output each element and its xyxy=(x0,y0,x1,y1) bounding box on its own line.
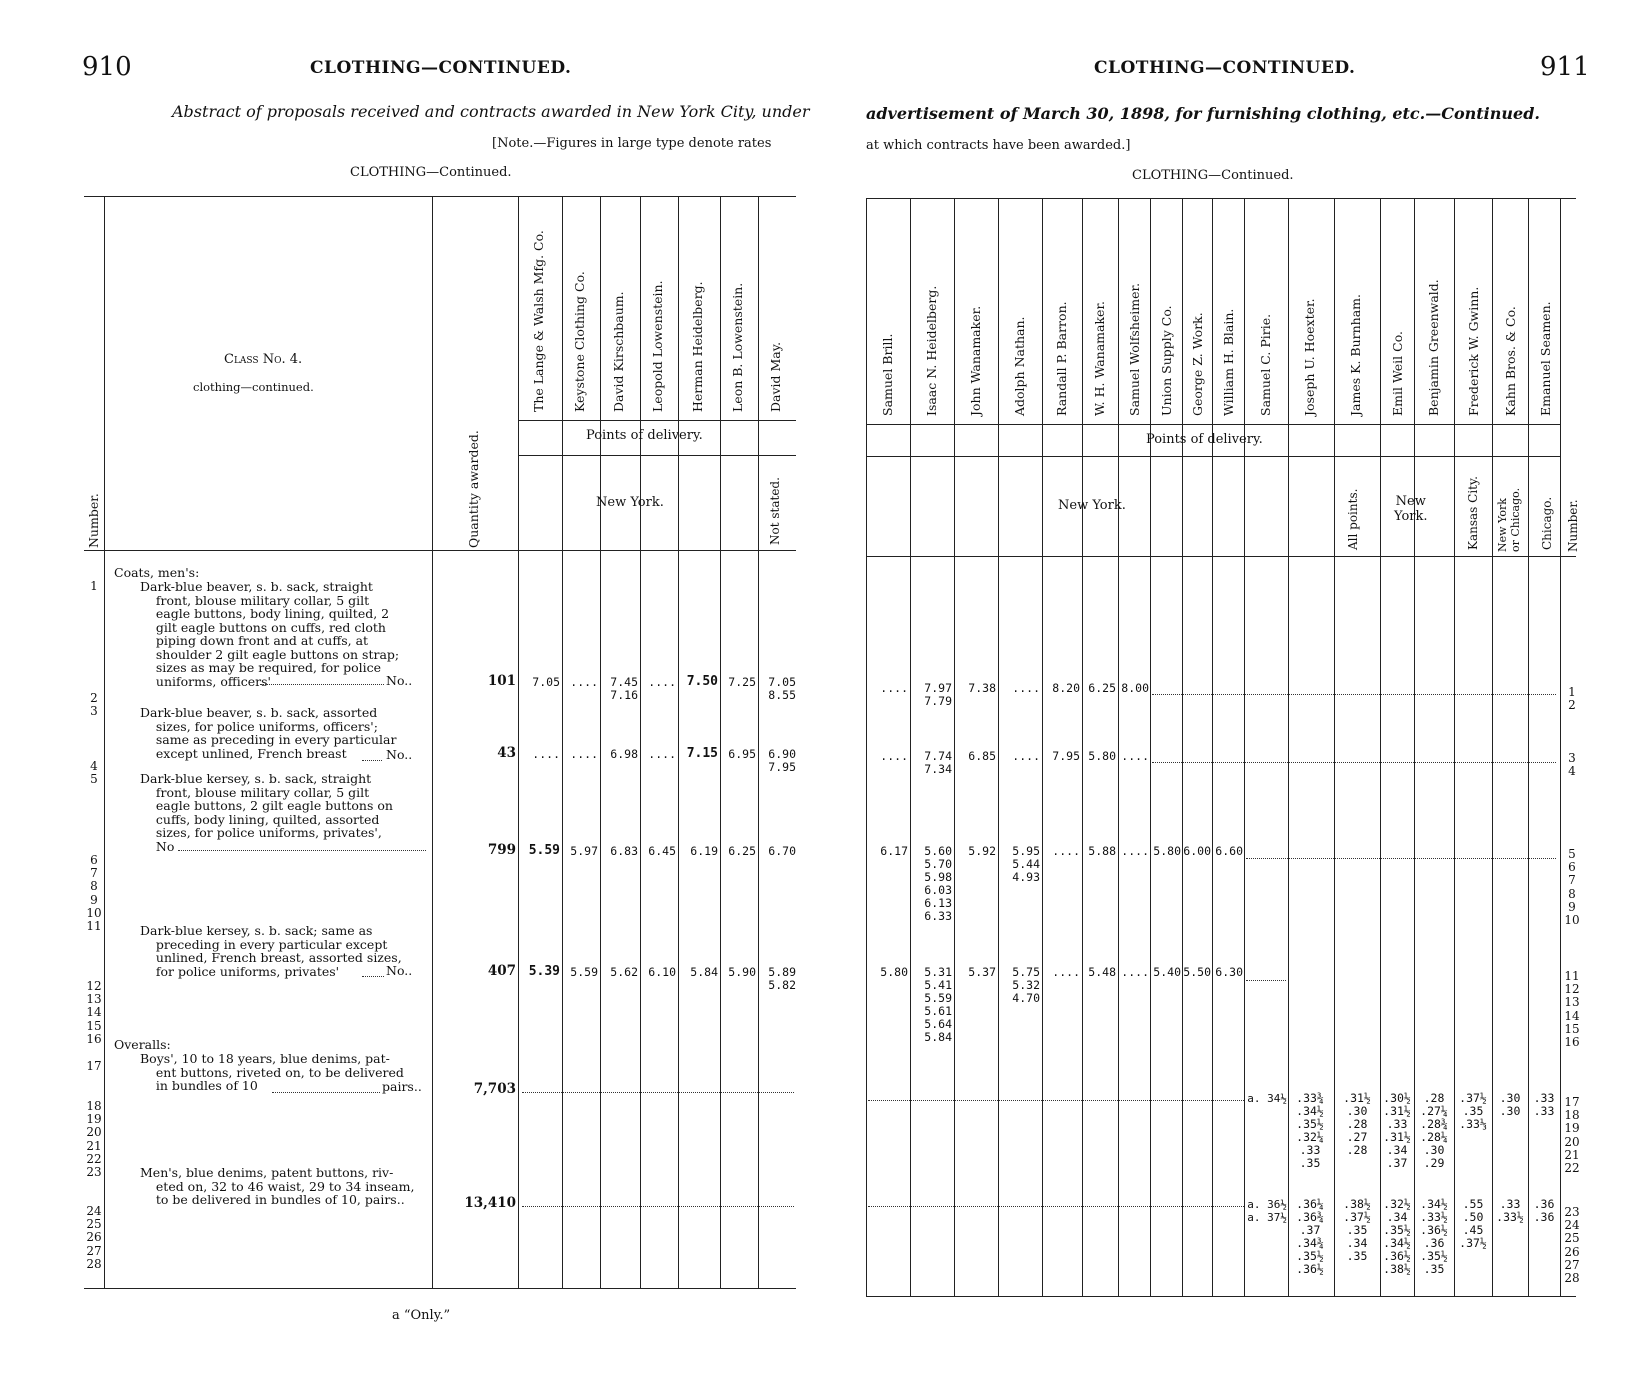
bidder-rule xyxy=(518,420,796,421)
unit: No.. xyxy=(386,747,413,762)
table-bottom-rule xyxy=(866,1296,1576,1297)
row-numbers: 3 4 xyxy=(1568,751,1576,779)
price-cell: .33 .33½ xyxy=(1496,1197,1524,1224)
bidder-header: Joseph U. Hoexter. xyxy=(1302,298,1317,416)
col-number-header: Number. xyxy=(1566,499,1580,552)
price-cell: .36 .36 xyxy=(1533,1197,1555,1224)
price-cell: .... xyxy=(1052,844,1080,858)
col-divider xyxy=(678,196,679,1288)
price-cell: 6.17 xyxy=(880,844,908,858)
price-cell: .... xyxy=(1121,749,1149,763)
price-cell: .30 .30 xyxy=(1499,1091,1521,1118)
table-bottom-rule xyxy=(84,1288,796,1289)
col-divider xyxy=(1212,198,1213,1296)
price-cell: 7.05 xyxy=(532,675,560,689)
new-york-label: New York. xyxy=(596,495,664,510)
price-cell: 5.92 xyxy=(968,844,996,858)
price-cell: 6.00 xyxy=(1183,844,1211,858)
price-cell: 6.83 xyxy=(610,844,638,858)
row-numbers: 1 2 xyxy=(1568,685,1576,713)
row-numbers: 2 3 xyxy=(90,691,98,719)
section-heading: CLOTHING—Continued. xyxy=(350,165,512,180)
col-number-header: Number. xyxy=(86,493,101,548)
row-numbers: 4 5 xyxy=(90,759,98,787)
col-divider xyxy=(1528,198,1529,1296)
col-divider xyxy=(1334,198,1335,1296)
price-cell: 5.89 5.82 xyxy=(768,965,796,992)
price-cell: 6.10 xyxy=(648,965,676,979)
leader-dots xyxy=(178,850,426,851)
price-cell: .... xyxy=(648,747,676,761)
price-cell: 5.84 xyxy=(690,965,718,979)
bidder-header: Keystone Clothing Co. xyxy=(572,271,587,412)
unit: No.. xyxy=(386,963,413,978)
unit: pairs.. xyxy=(382,1079,422,1094)
price-cell: .... xyxy=(880,681,908,695)
bidder-header: Leon B. Lowenstein. xyxy=(730,282,745,412)
section-heading: CLOTHING—Continued. xyxy=(1132,168,1294,183)
col-divider xyxy=(866,198,867,1296)
col-divider xyxy=(1042,198,1043,1296)
leader-dots xyxy=(522,1092,794,1093)
table-top-rule xyxy=(866,198,1576,199)
bidder-header: David Kirschbaum. xyxy=(611,291,626,412)
price-cell: 6.25 xyxy=(1088,681,1116,695)
price-cell: 7.05 8.55 xyxy=(768,675,796,702)
bidder-header: James K. Burnham. xyxy=(1348,294,1363,416)
price-cell: 5.90 xyxy=(728,965,756,979)
quantity: 7,703 xyxy=(473,1081,516,1097)
bidder-header: Samuel Brill. xyxy=(880,333,895,416)
bidder-header: Kahn Bros. & Co. xyxy=(1503,306,1518,416)
bidder-header: Frederick W. Gwinn. xyxy=(1466,286,1481,416)
bidder-header: Benjamin Greenwald. xyxy=(1426,279,1441,416)
price-cell: 6.85 xyxy=(968,749,996,763)
price-cell: 8.00 xyxy=(1121,681,1149,695)
price-cell: 7.38 xyxy=(968,681,996,695)
col-divider xyxy=(1150,198,1151,1296)
row-numbers: 12 13 14 15 16 xyxy=(86,979,102,1046)
col-divider xyxy=(720,196,721,1288)
price-cell: .55 .50 .45 .37½ xyxy=(1459,1197,1487,1250)
bidder-header: Isaac N. Heidelberg. xyxy=(924,285,939,416)
price-cell: 5.95 5.44 4.93 xyxy=(1012,844,1040,884)
price-cell: 6.70 xyxy=(768,844,796,858)
item-description: Dark-blue beaver, s. b. sack, straight front, blouse military collar, 5 gilt eagle buttons, body lining, quilted, 2 gilt eagle buttons on cuffs, red cloth piping down front and at cuffs, at shoulder 2 gilt eagle buttons on strap; sizes as may be required, for police uniforms, officers' xyxy=(140,579,400,689)
new-york-label: New York. xyxy=(1058,498,1126,513)
quantity: 101 xyxy=(487,673,516,689)
not-stated-label: Not stated. xyxy=(768,477,782,545)
all-points-label: All points. xyxy=(1346,488,1360,550)
bidder-header: Union Supply Co. xyxy=(1159,305,1174,416)
price-cell: 6.30 xyxy=(1215,965,1243,979)
abstract-title: Abstract of proposals received and contracts awarded in New York City, under xyxy=(172,102,810,121)
price-cell: 6.95 xyxy=(728,747,756,761)
price-cell: .38½ .37½ .35 .34 .35 xyxy=(1343,1197,1371,1263)
bidder-header: Samuel C. Pirie. xyxy=(1258,313,1273,416)
leader-dots xyxy=(868,1100,1244,1101)
price-cell-awarded: 5.59 xyxy=(528,843,560,858)
leader-dots xyxy=(868,1206,1244,1207)
price-cell: 5.60 5.70 5.98 6.03 6.13 6.33 xyxy=(924,844,952,923)
row-numbers: 24 25 26 27 28 xyxy=(86,1204,102,1271)
price-cell: 5.80 xyxy=(880,965,908,979)
price-cell: .28 .27¼ .28¾ .28¼ .30 .29 xyxy=(1420,1091,1448,1170)
price-cell: .... xyxy=(648,675,676,689)
price-cell: .36¼ .36¾ .37 .34¾ .35½ .36½ xyxy=(1296,1197,1324,1276)
bidder-header: Samuel Wolfsheimer. xyxy=(1127,282,1142,416)
row-numbers: 6 7 8 9 10 11 xyxy=(86,853,102,934)
bidder-header: William H. Blain. xyxy=(1221,308,1236,416)
header-rule xyxy=(84,550,796,551)
row-numbers: 17 18 19 20 21 22 xyxy=(1564,1095,1580,1176)
header-rule xyxy=(866,556,1576,557)
row-numbers: 1 xyxy=(90,579,98,593)
price-cell: .30½ .31½ .33 .31½ .34 .37 xyxy=(1383,1091,1411,1170)
points-rule xyxy=(866,456,1560,457)
bidder-header: Emil Weil Co. xyxy=(1390,331,1405,416)
price-cell: 5.31 5.41 5.59 5.61 5.64 5.84 xyxy=(924,965,952,1044)
leader-dots xyxy=(260,684,384,685)
points-rule xyxy=(518,455,796,456)
class-label: Class No. 4. xyxy=(224,352,303,367)
price-cell-awarded: 7.15 xyxy=(686,746,718,761)
price-cell-awarded: 5.39 xyxy=(528,964,560,979)
price-cell: 5.48 xyxy=(1088,965,1116,979)
price-cell: .... xyxy=(1121,844,1149,858)
leader-dots xyxy=(1246,858,1556,859)
leader-dots xyxy=(272,1092,380,1093)
col-divider xyxy=(518,196,519,1288)
price-cell: .33¾ .34½ .35½ .32¼ .33 .35 xyxy=(1296,1091,1324,1170)
price-cell: 5.80 xyxy=(1153,844,1181,858)
price-cell: .31½ .30 .28 .27 .28 xyxy=(1343,1091,1371,1157)
bidder-header: The Lange & Walsh Mfg. Co. xyxy=(531,230,546,412)
price-cell: 5.40 xyxy=(1153,965,1181,979)
price-cell: 7.74 7.34 xyxy=(924,749,952,776)
note: [Note.—Figures in large type denote rates xyxy=(492,136,772,151)
bidder-header: Adolph Nathan. xyxy=(1012,316,1027,416)
col-divider xyxy=(1244,198,1245,1296)
unit: No.. xyxy=(386,673,413,688)
running-head: CLOTHING—CONTINUED. xyxy=(1094,58,1356,78)
price-cell: 5.80 xyxy=(1088,749,1116,763)
page-number: 911 xyxy=(1540,52,1590,82)
price-cell: a. 36½ a. 37½ xyxy=(1247,1198,1287,1224)
col-divider xyxy=(1454,198,1455,1296)
price-cell: 6.19 xyxy=(690,844,718,858)
price-cell: 7.95 xyxy=(1052,749,1080,763)
price-cell: 5.97 xyxy=(570,844,598,858)
ny-or-chicago-label: New York or Chicago. xyxy=(1496,487,1522,552)
quantity: 407 xyxy=(487,963,516,979)
bidder-header: Randall P. Barron. xyxy=(1054,301,1069,416)
bidder-header: W. H. Wanamaker. xyxy=(1092,300,1107,416)
points-of-delivery: Points of delivery. xyxy=(586,428,703,443)
note: at which contracts have been awarded.] xyxy=(866,138,1131,153)
bidder-header: David May. xyxy=(768,341,783,412)
row-numbers: 18 19 20 21 22 23 xyxy=(86,1099,102,1180)
col-divider xyxy=(1414,198,1415,1296)
price-cell: 5.75 5.32 4.70 xyxy=(1012,965,1040,1005)
quantity: 799 xyxy=(487,842,516,858)
col-divider xyxy=(954,198,955,1296)
row-numbers: 23 24 25 26 27 28 xyxy=(1564,1205,1580,1286)
leader-dots xyxy=(362,976,384,977)
price-cell: .... xyxy=(1012,749,1040,763)
col-divider xyxy=(1182,198,1183,1296)
bidder-rule xyxy=(866,424,1560,425)
col-divider xyxy=(1118,198,1119,1296)
price-cell: .... xyxy=(880,749,908,763)
price-cell: .... xyxy=(532,747,560,761)
price-cell: .... xyxy=(570,747,598,761)
leader-dots xyxy=(362,760,382,761)
table-top-rule xyxy=(84,196,796,197)
price-cell: 7.45 7.16 xyxy=(610,675,638,702)
item-description: Boys', 10 to 18 years, blue denims, pat- ent buttons, riveted on, to be delivered in bundles of 10 xyxy=(140,1051,404,1093)
col-divider xyxy=(562,196,563,1288)
coats-heading: Coats, men's: xyxy=(114,565,200,580)
leader-dots xyxy=(522,1206,794,1207)
price-cell: 7.25 xyxy=(728,675,756,689)
price-cell-awarded: 7.50 xyxy=(686,674,718,689)
price-cell: 6.98 xyxy=(610,747,638,761)
price-cell: 6.25 xyxy=(728,844,756,858)
row-numbers: 11 12 13 14 15 16 xyxy=(1564,969,1580,1050)
price-cell: .32½ .34 .35½ .34½ .36½ .38½ xyxy=(1383,1197,1411,1276)
overalls-heading: Overalls: xyxy=(114,1037,171,1052)
points-of-delivery: Points of delivery. xyxy=(1146,432,1263,447)
price-cell: 5.59 xyxy=(570,965,598,979)
col-divider xyxy=(758,196,759,1288)
price-cell: 5.50 xyxy=(1183,965,1211,979)
col-divider xyxy=(1560,198,1561,1296)
item-description: Dark-blue beaver, s. b. sack, assorted sizes, for police uniforms, officers'; same as preceding in every particular except unlined, French breast xyxy=(140,705,397,761)
page-number: 910 xyxy=(82,52,132,82)
price-cell: 6.45 xyxy=(648,844,676,858)
bidder-header: John Wanamaker. xyxy=(968,305,983,416)
quantity: 13,410 xyxy=(464,1195,516,1211)
leader-dots xyxy=(1246,980,1286,981)
bidder-header: Leopold Lowenstein. xyxy=(650,280,665,412)
price-cell: a. 34½ xyxy=(1247,1092,1287,1105)
footnote: a “Only.” xyxy=(392,1308,451,1323)
quantity: 43 xyxy=(497,745,516,761)
col-divider xyxy=(910,198,911,1296)
price-cell: 8.20 xyxy=(1052,681,1080,695)
col-divider xyxy=(432,196,433,1288)
col-divider xyxy=(1492,198,1493,1296)
bidder-header: Herman Heidelberg. xyxy=(690,281,705,412)
col-divider xyxy=(640,196,641,1288)
item-description: Men's, blue denims, patent buttons, riv- eted on, 32 to 46 waist, 29 to 34 inseam, to be delivered in bundles of 10, pairs.. xyxy=(140,1165,415,1207)
new-york-label: New York. xyxy=(1394,494,1428,524)
col-divider xyxy=(1082,198,1083,1296)
row-numbers: 17 xyxy=(86,1059,102,1073)
price-cell: .... xyxy=(1121,965,1149,979)
price-cell: .37½ .35 .33⅓ xyxy=(1459,1091,1487,1131)
col-divider xyxy=(1288,198,1289,1296)
price-cell: .33 .33 xyxy=(1533,1091,1555,1118)
leader-dots xyxy=(1152,762,1556,763)
price-cell: .... xyxy=(1052,965,1080,979)
chicago-label: Chicago. xyxy=(1540,496,1554,550)
running-head: CLOTHING—CONTINUED. xyxy=(310,58,572,78)
price-cell: .34½ .33½ .36½ .36 .35½ .35 xyxy=(1420,1197,1448,1276)
price-cell: 5.37 xyxy=(968,965,996,979)
col-divider xyxy=(998,198,999,1296)
kansas-city-label: Kansas City. xyxy=(1466,476,1480,550)
bidder-header: Emanuel Seamen. xyxy=(1538,301,1553,416)
abstract-title: advertisement of March 30, 1898, for furnishing clothing, etc.—Continued. xyxy=(866,104,1540,123)
item-description: Dark-blue kersey, s. b. sack; same as preceding in every particular except unlined, French breast, assorted sizes, for police uniforms, privates' xyxy=(140,923,402,979)
col-divider xyxy=(600,196,601,1288)
price-cell: 5.62 xyxy=(610,965,638,979)
col-quantity-header: Quantity awarded. xyxy=(466,430,481,548)
col-divider xyxy=(104,196,105,1288)
price-cell: 6.60 xyxy=(1215,844,1243,858)
price-cell: .... xyxy=(570,675,598,689)
col-divider xyxy=(1380,198,1381,1296)
price-cell: 7.97 7.79 xyxy=(924,681,952,708)
leader-dots xyxy=(1152,694,1556,695)
class-sub: clothing—continued. xyxy=(193,380,314,394)
row-numbers: 5 6 7 8 9 10 xyxy=(1564,847,1580,928)
bidder-header: George Z. Work. xyxy=(1190,312,1205,416)
price-cell: .... xyxy=(1012,681,1040,695)
price-cell: 6.90 7.95 xyxy=(768,747,796,774)
price-cell: 5.88 xyxy=(1088,844,1116,858)
item-description: Dark-blue kersey, s. b. sack, straight front, blouse military collar, 5 gilt eagle buttons, 2 gilt eagle buttons on cuffs, body lining, quilted, assorted sizes, for police uniforms, privates', No xyxy=(140,771,393,854)
